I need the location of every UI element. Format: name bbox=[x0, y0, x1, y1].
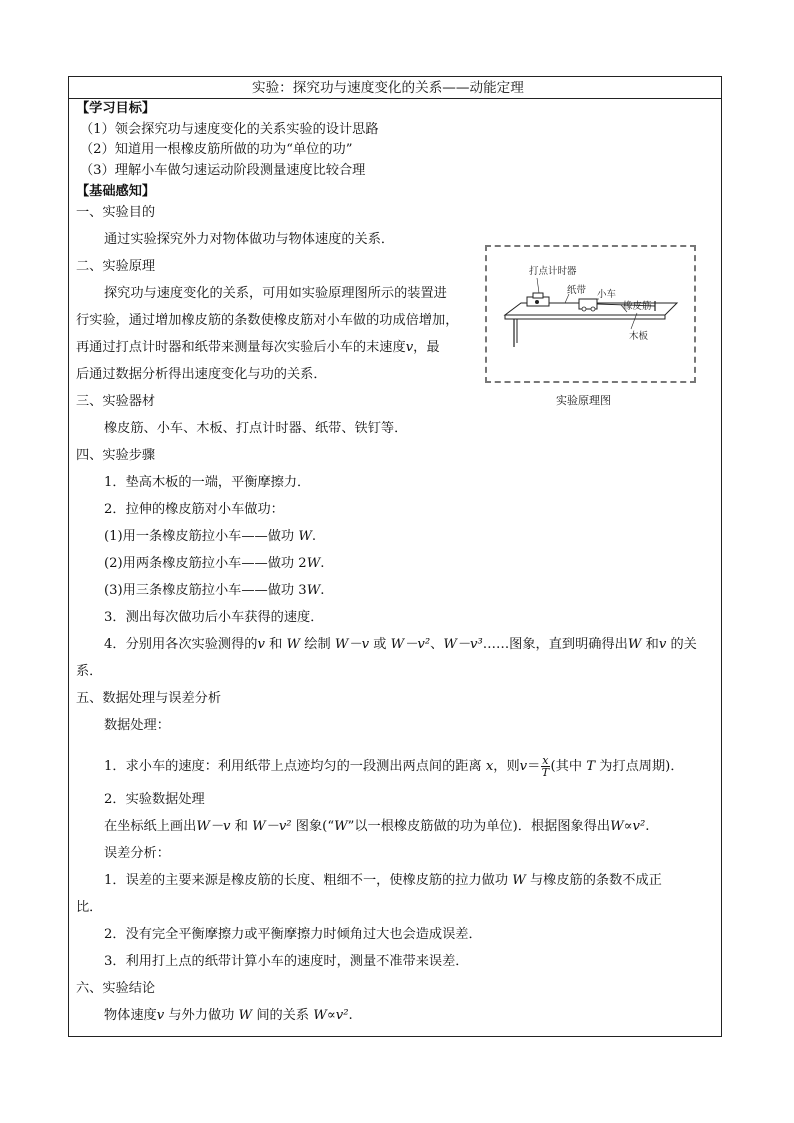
title-divider bbox=[68, 98, 722, 99]
section-heading: 四、实验步骤 bbox=[76, 448, 156, 463]
step-item: 3．测出每次做功后小车获得的速度． bbox=[104, 610, 324, 625]
section-body: 后通过数据分析得出速度变化与功的关系． bbox=[76, 367, 327, 382]
subsection-label: 误差分析： bbox=[104, 846, 170, 861]
cart-label: 小车 bbox=[597, 289, 617, 300]
apparatus-figure bbox=[485, 245, 696, 383]
subsection-label: 数据处理： bbox=[104, 718, 170, 733]
objective-item: （3）理解小车做匀速运动阶段测量速度比较合理 bbox=[80, 163, 366, 178]
section-body: 探究功与速度变化的关系，可用如实验原理图所示的装置进 bbox=[104, 286, 447, 301]
processing-item: 在坐标纸上画出W－v 和 W－v² 图象(“W”以一根橡皮筋做的功为单位)．根据图象得出W∝v². bbox=[104, 819, 650, 834]
objective-item: （1）领会探究功与速度变化的关系实验的设计思路 bbox=[80, 122, 379, 137]
section-heading: 一、实验目的 bbox=[76, 205, 156, 220]
section-body: 橡皮筋、小车、木板、打点计时器、纸带、铁钉等． bbox=[104, 421, 408, 436]
step-subitem: (3)用三条橡皮筋拉小车——做功 3W. bbox=[104, 583, 325, 598]
rubber-label: 橡皮筋 bbox=[623, 301, 652, 312]
step-item: 1．垫高木板的一端，平衡摩擦力． bbox=[104, 475, 311, 490]
step-item: 2．拉伸的橡皮筋对小车做功： bbox=[104, 502, 284, 517]
section-body: 通过实验探究外力对物体做功与物体速度的关系． bbox=[104, 232, 395, 247]
step-subitem: (2)用两条橡皮筋拉小车——做功 2W. bbox=[104, 556, 325, 571]
section-heading: 二、实验原理 bbox=[76, 259, 156, 274]
step-subitem: (1)用一条橡皮筋拉小车——做功 W. bbox=[104, 529, 317, 544]
section-body: 再通过打点计时器和纸带来测量每次实验后小车的末速度v，最 bbox=[76, 340, 440, 355]
error-item: 1．误差的主要来源是橡皮筋的长度、粗细不一，使橡皮筋的拉力做功 W 与橡皮筋的条数不成正 bbox=[104, 873, 662, 888]
section-body: 行实验，通过增加橡皮筋的条数使橡皮筋对小车做的功成倍增加， bbox=[76, 313, 459, 328]
section-heading: 五、数据处理与误差分析 bbox=[76, 691, 222, 706]
basics-heading: 【基础感知】 bbox=[76, 184, 156, 199]
page-title: 实验：探究功与速度变化的关系——动能定理 bbox=[252, 80, 524, 96]
error-item: 2．没有完全平衡摩擦力或平衡摩擦力时倾角过大也会造成误差． bbox=[104, 927, 482, 942]
conclusion-text: 物体速度v 与外力做功 W 间的关系 W∝v². bbox=[104, 1008, 353, 1023]
apparatus-diagram bbox=[487, 247, 694, 381]
objective-item: （2）知道用一根橡皮筋所做的功为“单位的功” bbox=[80, 142, 353, 157]
step-item-cont: 系． bbox=[76, 664, 103, 679]
error-item-cont: 比． bbox=[76, 900, 103, 915]
board-label: 木板 bbox=[629, 331, 649, 342]
objectives-heading: 【学习目标】 bbox=[76, 101, 156, 116]
figure-caption: 实验原理图 bbox=[556, 394, 611, 407]
error-item: 3．利用打上点的纸带计算小车的速度时，测量不准带来误差． bbox=[104, 954, 469, 969]
section-heading: 六、实验结论 bbox=[76, 981, 156, 996]
step-item: 4．分别用各次实验测得的v 和 W 绘制 W－v 或 W－v²、W－v³……图象，直到明确得出W 和v 的关 bbox=[104, 637, 697, 652]
timer-label: 打点计时器 bbox=[529, 266, 577, 277]
processing-item: 1．求小车的速度：利用纸带上点迹均匀的一段测出两点间的距离 x，则v＝ $\frac{x}{T}$ (其中 T 为打点周期)． bbox=[104, 754, 684, 779]
processing-item: 2．实验数据处理 bbox=[104, 792, 205, 807]
tape-label: 纸带 bbox=[567, 285, 587, 296]
velocity-fraction: $\frac{x}{T}$ bbox=[541, 754, 550, 779]
section-heading: 三、实验器材 bbox=[76, 394, 156, 409]
